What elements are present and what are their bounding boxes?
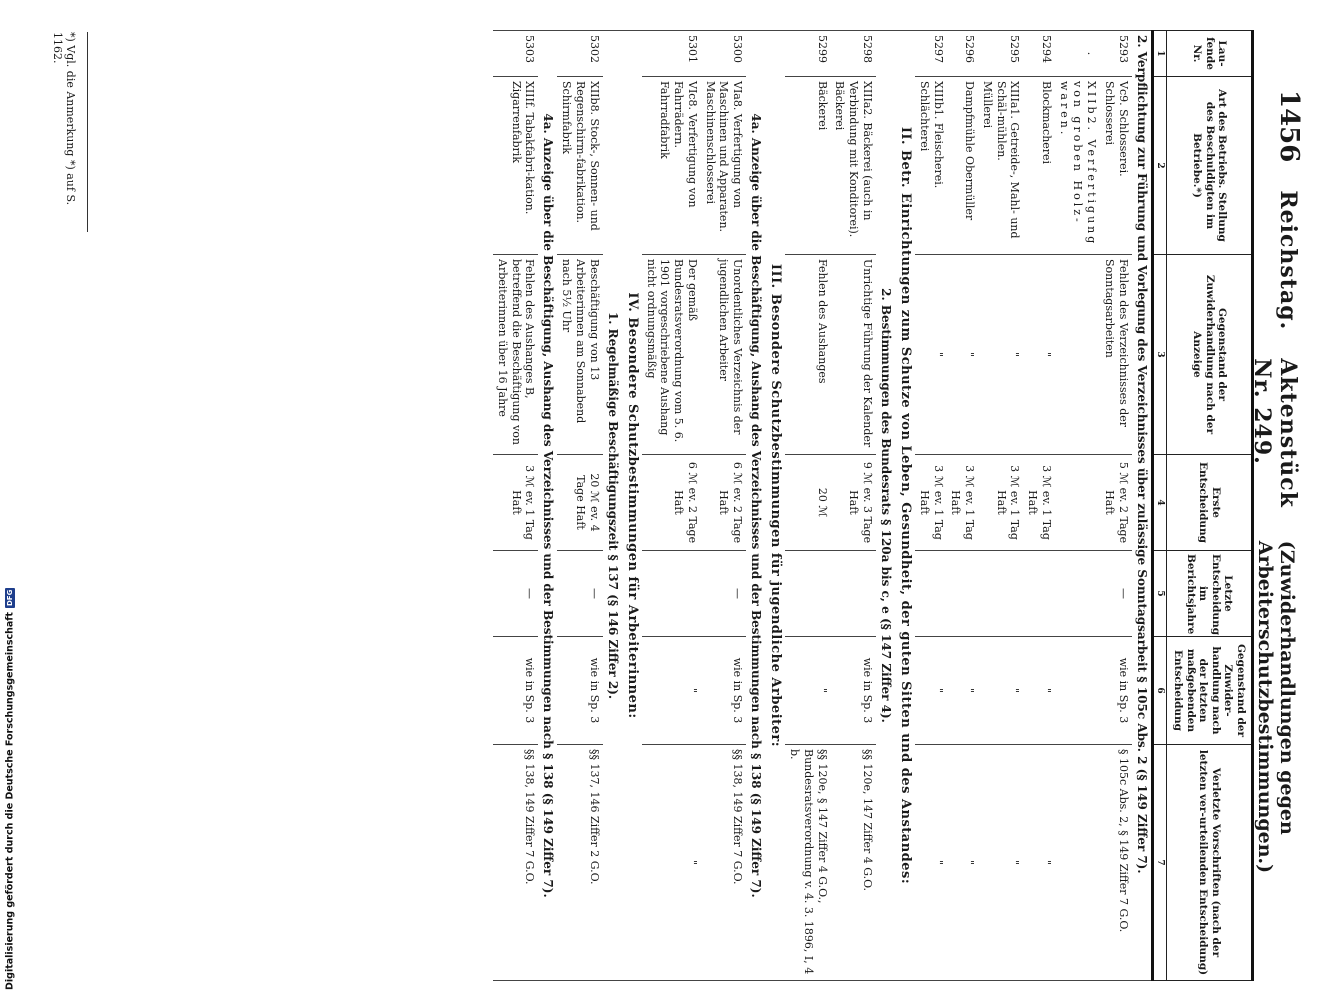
industry-category: XIIIf. Tabakfabri-kation. [523, 81, 537, 215]
first-decision: 3 ℳ ev. 1 Tag Haft [915, 455, 947, 551]
section-heading: III. Besondere Schutzbestimmungen für jugendliche Arbeiter: [765, 31, 785, 981]
column-number: 3 [1152, 255, 1167, 455]
section-heading: II. Betr. Einrichtungen zum Schutze von Leben, Gesundheit, der guten Sitten und des Anstandes: [895, 31, 915, 981]
column-header: Gegenstand der Zuwiderhandlung nach der Anzeige [1167, 255, 1253, 455]
row-number: 5300 [701, 31, 746, 77]
offense-final: wie in Sp. 3 [557, 637, 602, 745]
offense-reported: " [947, 255, 979, 455]
row-number: 5301 [642, 31, 701, 77]
violated-provisions: §§ 137, 146 Ziffer 2 G.O. [557, 745, 602, 981]
offense-final: wie in Sp. 3 [1100, 637, 1132, 745]
industry-category: XIIIa2. Bäckerei (auch in Verbindung mit Konditorei). [847, 81, 874, 238]
section-heading: 4a. Anzeige über die Beschäftigung, Aushang des Verzeichnisses und der Bestimmungen nach § 138 (§ 149 Ziffer 7). [538, 31, 557, 981]
table-header-row [1167, 31, 1253, 981]
row-number: 5298 [831, 31, 876, 77]
row-number: 5302 [557, 31, 602, 77]
offense-reported: " [978, 255, 1023, 455]
digitization-credit [3, 589, 17, 990]
table-row [915, 31, 947, 981]
offense-reported: Unordentliches Verzeichnis der jugendlichen Arbeiter [701, 255, 746, 455]
industry-category: VIc8. Verfertigung von Fahrrädern. [672, 81, 699, 208]
section-heading: 2. Bestimmungen des Bundesrats § 120a bis c, e (§ 147 Ziffer 4). [876, 31, 895, 981]
industry-category: Vc9. Schlosserei. [1116, 81, 1130, 177]
offense-reported: Fehlen des Aushanges [785, 255, 830, 455]
first-decision: 3 ℳ ev. 1 Tag Haft [1023, 455, 1055, 551]
business-type: Maschinenschlosserei [703, 81, 717, 205]
column-number: 2 [1152, 77, 1167, 255]
first-decision: 20 ℳ ev. 4 Tage Haft [557, 455, 602, 551]
row-number: 5303 [493, 31, 538, 77]
last-decision: — [701, 551, 746, 637]
table-row [701, 31, 746, 981]
column-number: 5 [1152, 551, 1167, 637]
business-type: Dampfmühle Obermüller [947, 77, 979, 255]
row-number: 5297 [915, 31, 947, 77]
industry-category: XIIb2. Verfertigung von groben Holz-waren. [1055, 77, 1100, 255]
violated-provisions: §§ 120e, § 147 Ziffer 4 G.O., Bundesratsverordnung v. 4. 3. 1896, I, 4 b. [785, 745, 830, 981]
business-type: Blockmacherei [1023, 77, 1055, 255]
first-decision: 9 ℳ ev. 3 Tage Haft [831, 455, 876, 551]
table-row [493, 31, 538, 981]
section-heading: 2. Verpflichtung zur Führung und Vorlegung des Verzeichnisses über zulässige Sonntagsarbeit § 105c Abs. 2 (§ 149 Ziffer 7). [1132, 31, 1153, 981]
column-header: Lau-fende Nr. [1167, 31, 1253, 77]
footnote: *) Vgl. die Anmerkung *) auf S. 1162. [51, 32, 88, 232]
offense-final: " [785, 637, 830, 745]
column-number: 6 [1152, 637, 1167, 745]
violated-provisions: § 105c Abs. 2, § 149 Ziffer 7 G.O. [1100, 745, 1132, 981]
column-header: Letzte Entscheidung im Berichtsjahre [1167, 551, 1253, 637]
document-number: Aktenstück Nr. 249. [1249, 358, 1301, 508]
last-decision: — [1100, 551, 1132, 637]
table-row [831, 31, 876, 981]
first-decision: 20 ℳ [785, 455, 830, 551]
industry-category: VIa8. Verfertigung von Maschinen und Apparaten. [717, 81, 745, 233]
first-decision: 3 ℳ ev. 1 Tag Haft [947, 455, 979, 551]
column-number: 7 [1152, 745, 1167, 981]
first-decision: 3 ℳ ev. 1 Tag Haft [493, 455, 538, 551]
row-number: 5294 [1023, 31, 1055, 77]
column-header: Gegenstand der Zuwider-handlung nach der letzten maßgebenden Entscheidung [1167, 637, 1253, 745]
first-decision: 6 ℳ ev. 2 Tage Haft [701, 455, 746, 551]
violated-provisions: " [978, 745, 1023, 981]
violated-provisions: " [947, 745, 979, 981]
business-type: Bäckerei [833, 81, 847, 131]
violations-table [493, 30, 1254, 981]
business-type: Zigarrenfabrik [509, 81, 523, 163]
business-type: Schlosserei [1102, 81, 1116, 146]
business-type: Schirmfabrik [560, 81, 574, 155]
table-row [1100, 31, 1132, 981]
digitization-text: Digitalisierung gefördert durch die Deutsche Forschungsgemeinschaft [4, 612, 16, 990]
journal-title: Reichstag. [1275, 190, 1301, 331]
business-type: Bäckerei [785, 77, 830, 255]
section-heading: 1. Regelmäßige Beschäftigungszeit § 137 (§ 146 Ziffer 2). [603, 31, 622, 981]
business-type: Müllerei [980, 81, 994, 129]
offense-final: wie in Sp. 3 [493, 637, 538, 745]
offense-reported: Unrichtige Führung der Kalender [831, 255, 876, 455]
section-heading: IV. Besondere Schutzbestimmungen für Arbeiterinnen: [622, 31, 642, 981]
offense-final: " [915, 637, 947, 745]
offense-final: " [642, 637, 701, 745]
offense-reported: " [1023, 255, 1055, 455]
offense-final: wie in Sp. 3 [831, 637, 876, 745]
violated-provisions: " [642, 745, 701, 981]
industry-category: XIIIa1. Getreide-, Mahl- und Schäl-mühlen. [994, 81, 1022, 239]
violated-provisions: " [915, 745, 947, 981]
first-decision: 5 ℳ ev. 2 Tage Haft [1100, 455, 1132, 551]
column-number-row [1152, 31, 1167, 981]
section-heading: 4a. Anzeige über die Beschäftigung, Aushang des Verzeichnisses und der Bestimmungen nach § 138 (§ 149 Ziffer 7). [746, 31, 765, 981]
violated-provisions: §§ 138, 149 Ziffer 7 G.O. [701, 745, 746, 981]
page-number: 1456 [1274, 90, 1304, 163]
offense-reported: " [915, 255, 947, 455]
offense-reported: Beschäftigung von 13 Arbeiterinnen am Sonnabend nach 5½ Uhr [557, 255, 602, 455]
last-decision: — [557, 551, 602, 637]
row-number: 5293 [1100, 31, 1132, 77]
first-decision: 3 ℳ ev. 1 Tag Haft [978, 455, 1023, 551]
violated-provisions: " [1023, 745, 1055, 981]
table-row [947, 31, 979, 981]
column-number: 4 [1152, 455, 1167, 551]
document-subject: (Zuwiderhandlungen gegen Arbeiterschutzbestimmungen.) [1254, 540, 1298, 874]
business-type: Schlächterei [917, 81, 931, 152]
offense-final: wie in Sp. 3 [701, 637, 746, 745]
first-decision: 6 ℳ ev. 2 Tage Haft [642, 455, 701, 551]
row-number: 5299 [785, 31, 830, 77]
offense-reported: Der gemäß Bundesratsverordnung vom 5. 6. 1901 vorgeschriebene Aushang nicht ordnungsmäßig [642, 255, 701, 455]
industry-category: XIIIb1. Fleischerei. [931, 81, 945, 189]
industry-category: XIIb8. Stock-, Sonnen- und Regenschirm-fabrikation. [573, 81, 601, 231]
offense-reported: Fehlen des Verzeichnisses der Sonntagsarbeiten [1100, 255, 1132, 455]
dfg-logo-icon: DFG [6, 589, 14, 607]
business-type: Fahrradfabrik [658, 81, 672, 159]
column-header: Art des Betriebs. Stellung des Beschuldigten im Betriebe.*) [1167, 77, 1253, 255]
table-row [1055, 31, 1100, 981]
table-row [1023, 31, 1055, 981]
offense-final: " [1023, 637, 1055, 745]
row-number: . [1055, 31, 1100, 77]
column-number: 1 [1152, 31, 1167, 77]
offense-final: " [978, 637, 1023, 745]
last-decision: — [493, 551, 538, 637]
violated-provisions: §§ 138, 149 Ziffer 7 G.O. [493, 745, 538, 981]
row-number: 5295 [978, 31, 1023, 77]
column-header: Erste Entscheidung [1167, 455, 1253, 551]
row-number: 5296 [947, 31, 979, 77]
offense-final: " [947, 637, 979, 745]
offense-reported: Fehlen des Aushanges B, betreffend die Beschäftigung von Arbeiterinnen über 16 Jahre [493, 255, 538, 455]
violated-provisions: §§ 120e, 147 Ziffer 4 G.O. [831, 745, 876, 981]
table-row [785, 31, 830, 981]
column-header: Verletzte Vorschriften (nach der letzten ver-urteilenden Entscheidung) [1167, 745, 1253, 981]
table-row [978, 31, 1023, 981]
table-row [557, 31, 602, 981]
page-header [1249, 90, 1304, 910]
table-row [642, 31, 701, 981]
